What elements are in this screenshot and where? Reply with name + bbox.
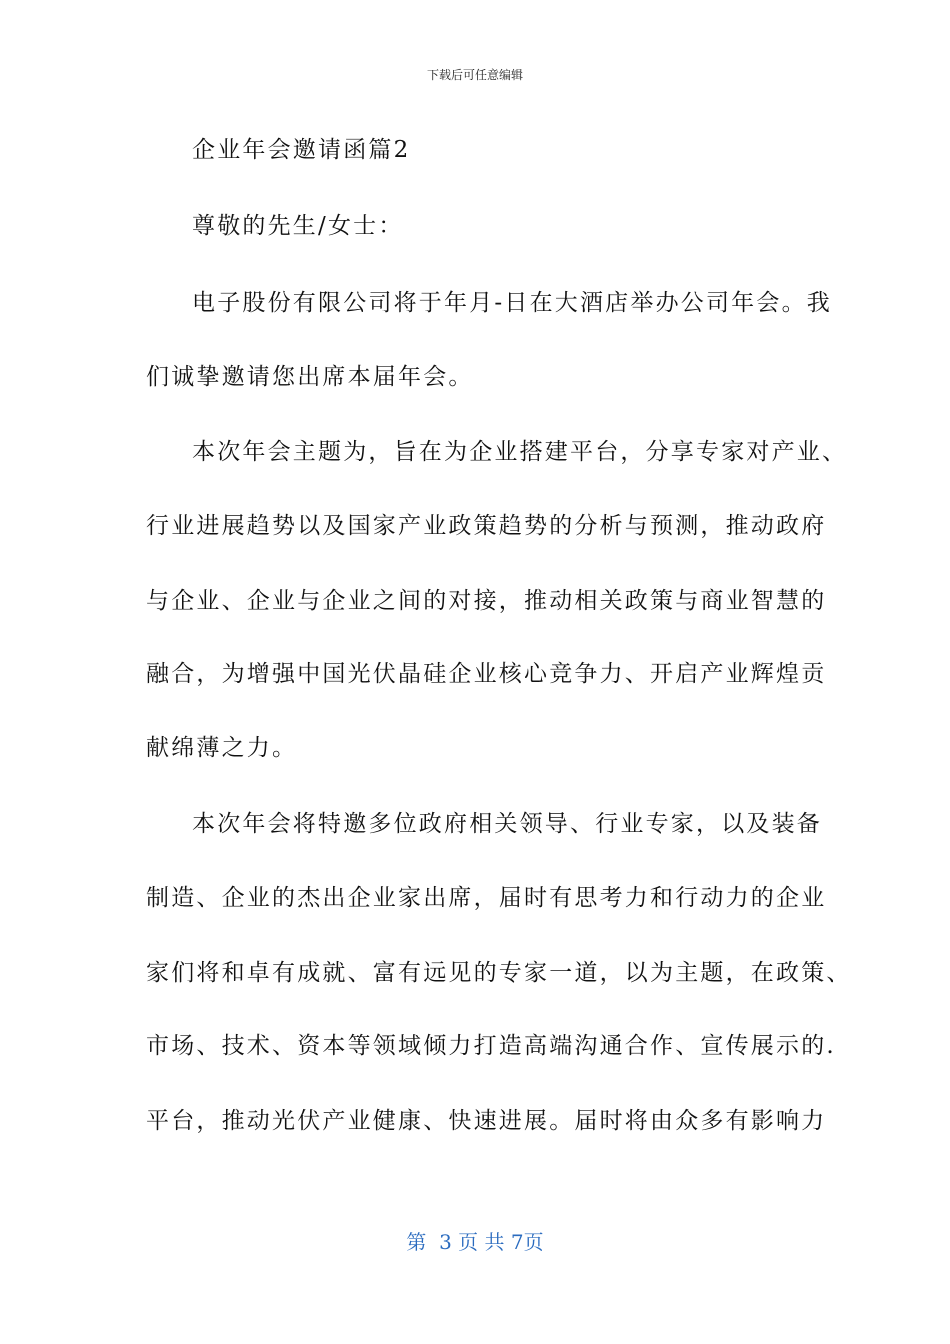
page-number: 第 3 页 共 7页 bbox=[406, 1230, 544, 1254]
paragraph-line: 市场、技术、资本等领域倾力打造高端沟通合作、宣传展示的. bbox=[146, 1033, 836, 1059]
paragraph-line: 家们将和卓有成就、富有远见的专家一道，以为主题，在政策、 bbox=[146, 960, 852, 986]
paragraph-line: 行业进展趋势以及国家产业政策趋势的分析与预测，推动政府 bbox=[146, 513, 827, 539]
paragraph-line: 电子股份有限公司将于年月-日在大酒店举办公司年会。我 bbox=[192, 290, 832, 316]
page-header-note: 下载后可任意编辑 bbox=[426, 68, 523, 82]
salutation: 尊敬的先生/女士： bbox=[192, 213, 404, 239]
paragraph-line: 制造、企业的杰出企业家出席，届时有思考力和行动力的企业 bbox=[146, 885, 827, 911]
paragraph-line: 平台，推动光伏产业健康、快速进展。届时将由众多有影响力 bbox=[146, 1108, 827, 1134]
paragraph-line: 与企业、企业与企业之间的对接，推动相关政策与商业智慧的 bbox=[146, 588, 827, 614]
paragraph-line: 们诚挚邀请您出席本届年会。 bbox=[146, 364, 474, 390]
paragraph-line: 本次年会主题为，旨在为企业搭建平台，分享专家对产业、 bbox=[192, 439, 848, 465]
paragraph-line: 献绵薄之力。 bbox=[146, 735, 298, 761]
paragraph-line: 融合，为增强中国光伏晶硅企业核心竞争力、开启产业辉煌贡 bbox=[146, 661, 827, 687]
section-title: 企业年会邀请函篇2 bbox=[192, 137, 411, 163]
paragraph-line: 本次年会将特邀多位政府相关领导、行业专家，以及装备 bbox=[192, 811, 822, 837]
